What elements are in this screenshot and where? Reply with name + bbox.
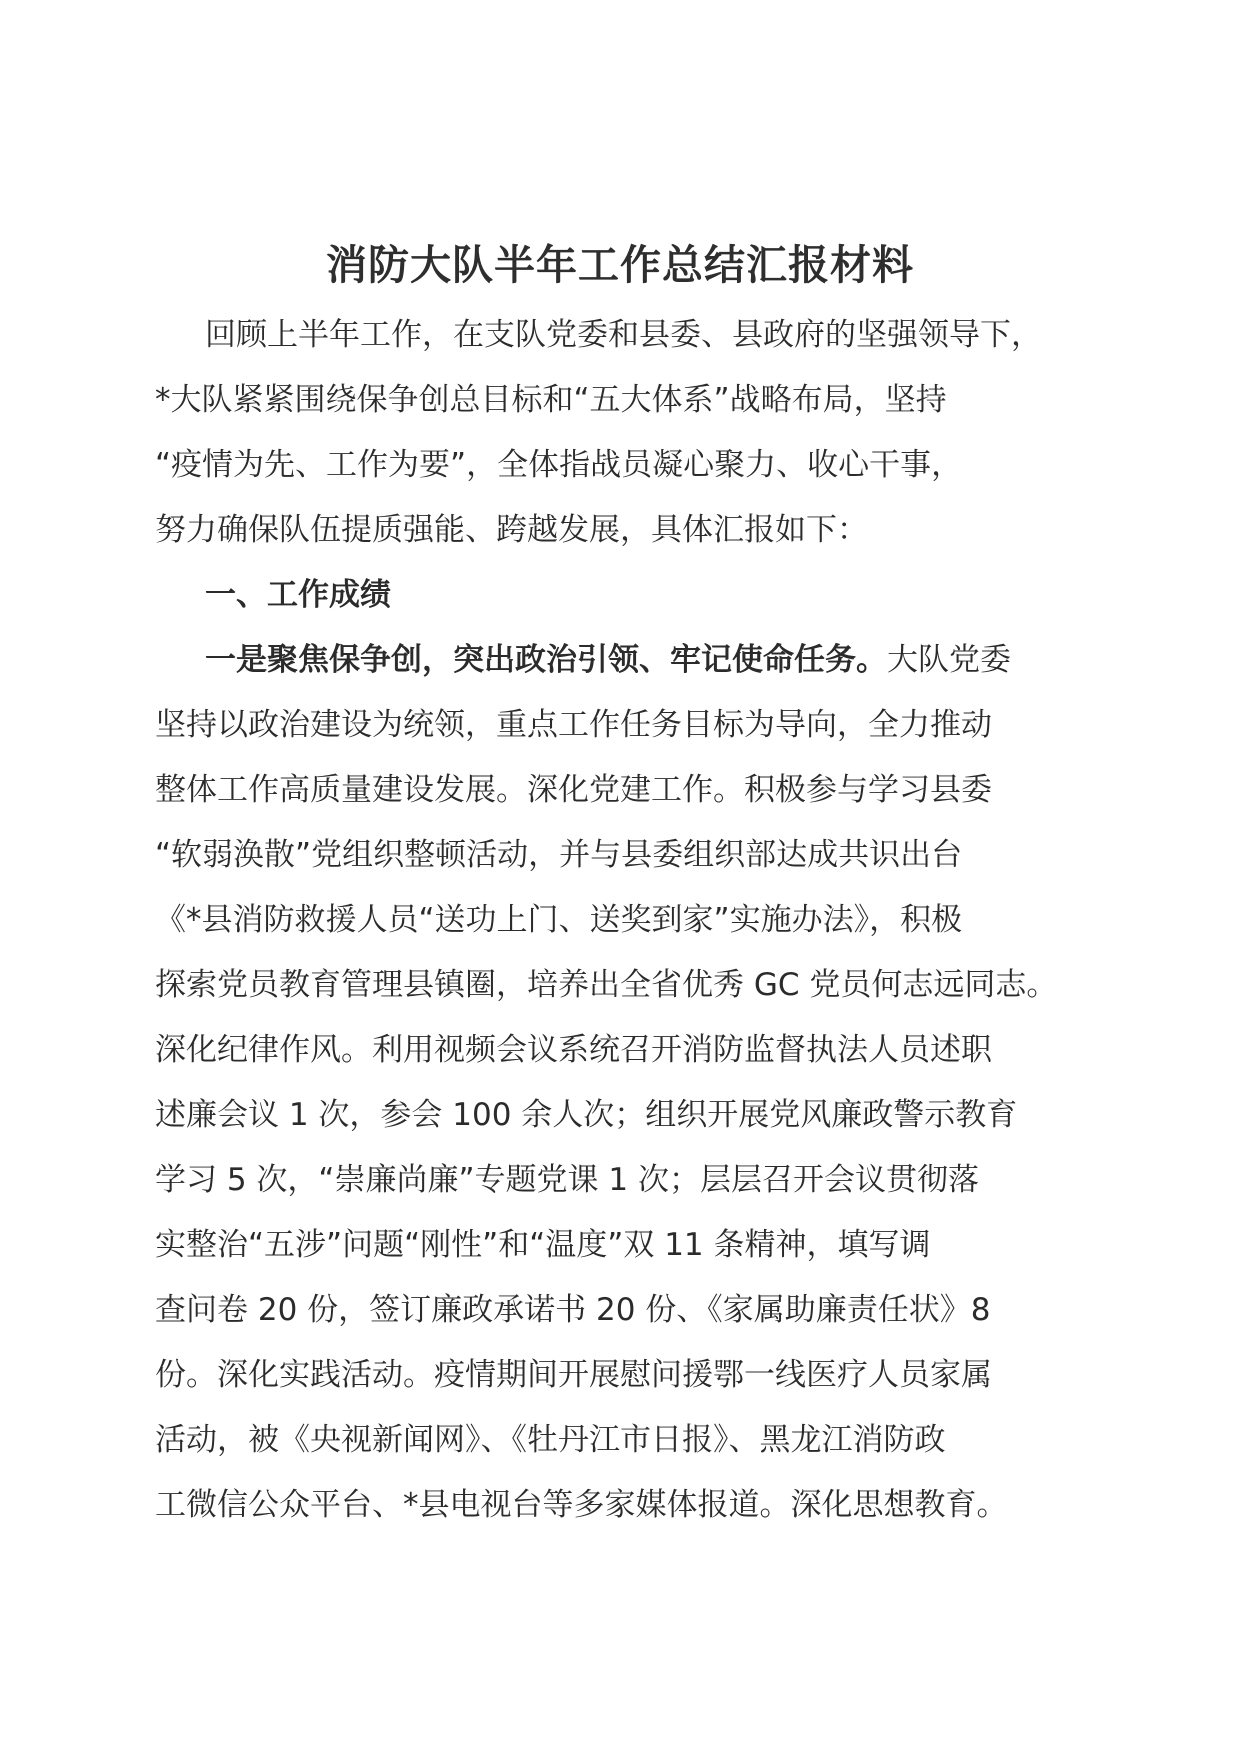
paragraph-line: 述廉会议 1 次，参会 100 余人次；组织开展党风廉政警示教育: [155, 1097, 1018, 1133]
paragraph-line: 努力确保队伍提质强能、跨越发展，具体汇报如下：: [155, 512, 868, 548]
paragraph-line: “疫情为先、工作为要”，全体指战员凝心聚力、收心干事，: [155, 447, 963, 483]
section-heading: 一、工作成绩: [205, 577, 391, 613]
paragraph-line: 实整治“五涉”问题“刚性”和“温度”双 11 条精神，填写调: [155, 1227, 931, 1263]
paragraph-line: 坚持以政治建设为统领，重点工作任务目标为导向，全力推动: [155, 707, 992, 743]
paragraph-line: 整体工作高质量建设发展。深化党建工作。积极参与学习县委: [155, 772, 992, 808]
paragraph-line: 探索党员教育管理县镇圈，培养出全省优秀 GC 党员何志远同志。: [155, 967, 1058, 1003]
paragraph-line: 查问卷 20 份，签订廉政承诺书 20 份、《家属助廉责任状》8: [155, 1292, 991, 1328]
paragraph-line: 《*县消防救援人员“送功上门、送奖到家”实施办法》，积极: [155, 902, 963, 938]
paragraph-line: 工微信公众平台、*县电视台等多家媒体报道。深化思想教育。: [155, 1487, 1008, 1523]
paragraph-line: [205, 638, 1011, 682]
paragraph-line: *大队紧紧围绕保争创总目标和“五大体系”战略布局，坚持: [155, 382, 947, 418]
paragraph-line: 份。深化实践活动。疫情期间开展慰问援鄂一线医疗人员家属: [155, 1357, 992, 1393]
lead-sentence: 一是聚焦保争创，突出政治引领、牢记使命任务。: [205, 642, 887, 678]
paragraph-line: 深化纪律作风。利用视频会议系统召开消防监督执法人员述职: [155, 1032, 992, 1068]
paragraph-line: 学习 5 次，“崇廉尚廉”专题党课 1 次；层层召开会议贯彻落: [155, 1162, 979, 1198]
paragraph-text: 大队党委: [887, 642, 1011, 678]
paragraph-line: 回顾上半年工作，在支队党委和县委、县政府的坚强领导下，: [205, 317, 1042, 353]
paragraph-line: 活动，被《央视新闻网》、《牡丹江市日报》、黑龙江消防政: [155, 1422, 946, 1458]
paragraph-line: “软弱涣散”党组织整顿活动，并与县委组织部达成共识出台: [155, 837, 963, 873]
document-title: 消防大队半年工作总结汇报材料: [326, 241, 914, 289]
